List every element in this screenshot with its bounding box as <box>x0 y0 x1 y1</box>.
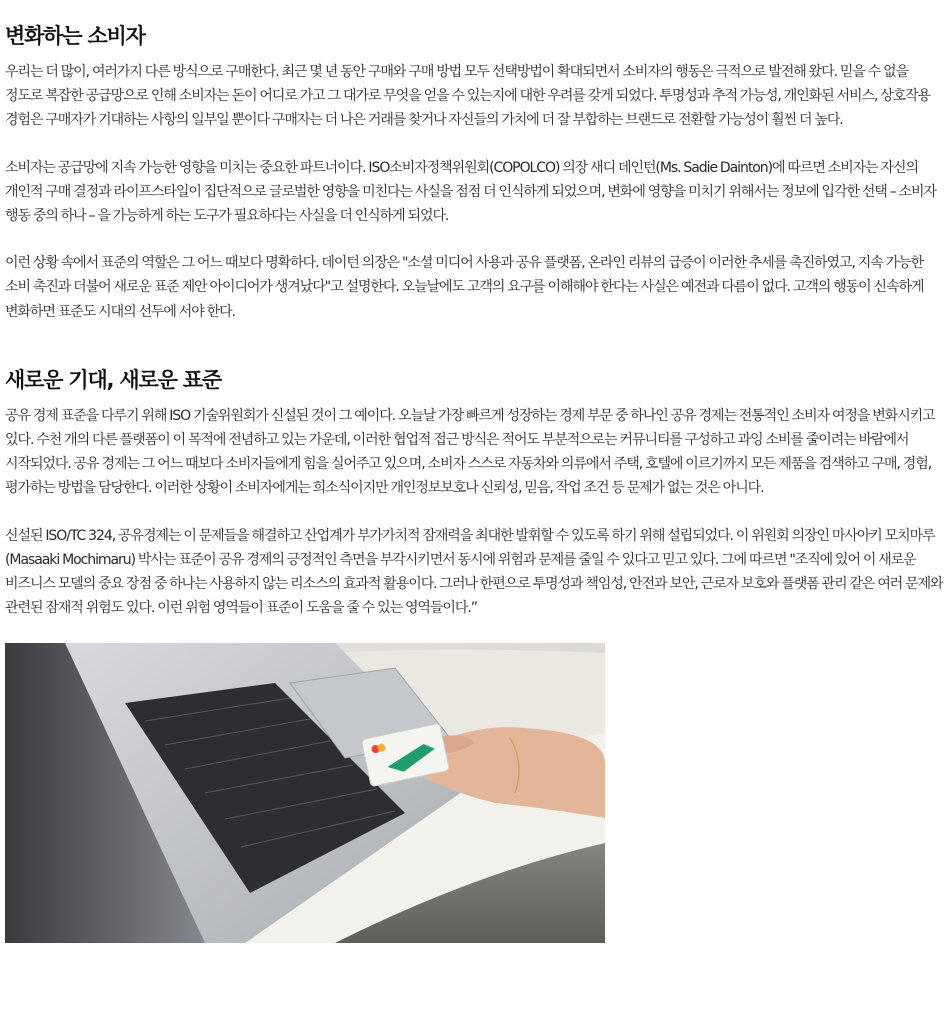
section-title-changing-consumer: 변화하는 소비자 <box>5 24 145 48</box>
paragraph: 이런 상황 속에서 표준의 역할은 그 어느 때보다 명확하다. 데이턴 의장은 "소셜 미디어 사용과 공유 플랫폼, 온라인 리뷰의 급증이 이러한 추세를 촉진하였고, 지속 가능한 소비 촉진과 더불어 새로운 표준 제안 아이디어가 생겨났다"고 설명한다. 오늘날에도 고객의 요구를 이해해야 한다는 사실은 예전과 다름이 없다. 고객의 행동이 신속하게 변화하면 표준도 시대의 선두에 서야 한다. <box>5 255 924 320</box>
photo-laptop-credit-card-icon <box>5 643 605 943</box>
paragraph: 우리는 더 많이, 여러가지 다른 방식으로 구매한다. 최근 몇 년 동안 구매와 구매 방법 모두 선택방법이 확대되면서 소비자의 행동은 극적으로 발전해 왔다. 믿을 수 없을 정도로 복잡한 공급망으로 인해 소비자는 돈이 어디로 가고 그 대가로 무엇을 얻을 수 있는지에 대한 우려를 갖게 되었다. 투명성과 추적 가능성, 개인화된 서비스, 상호작용 경험은 구매자가 기대하는 사항의 일부일 뿐이다 구매자는 더 나은 거래를 찾거나 자신들의 가치에 더 잘 부합하는 브랜드로 전환할 가능성이 훨씬 더 높다. <box>5 64 931 129</box>
paragraph: 공유 경제 표준을 다루기 위해 ISO 기술위원회가 신설된 것이 그 예이다. 오늘날 가장 빠르게 성장하는 경제 부문 중 하나인 공유 경제는 전통적인 소비자 여정을 변화시키고 있다. 수천 개의 다른 플랫폼이 이 목적에 전념하고 있는 가운데, 이러한 협업적 접근 방식은 적어도 부분적으로는 커뮤니티를 구성하고 과잉 소비를 줄이려는 바람에서 시작되었다. 공유 경제는 그 어느 때보다 소비자들에게 힘을 실어주고 있으며, 소비자 스스로 자동차와 의류에서 주택, 호텔에 이르기까지 모든 제품을 검색하고 구매, 경험, 평가하는 방법을 담당한다. 이러한 상황이 소비자에게는 희소식이지만 개인정보보호나 신뢰성, 믿음, 작업 조건 등 문제가 없는 것은 아니다. <box>5 407 935 497</box>
section-title-new-expectations: 새로운 기대, 새로운 표준 <box>5 367 221 392</box>
article-photo <box>5 643 605 943</box>
paragraph: 신설된 ISO/TC 324, 공유경제는 이 문제들을 해결하고 산업계가 부가가치적 잠재력을 최대한 발휘할 수 있도록 하기 위해 설립되었다. 이 위원회 의장인 마사아키 모치마루(Masaaki Mochimaru) 박사는 표준이 공유 경제의 긍정적인 측면을 부각시키면서 동시에 위험과 문제를 줄일 수 있다고 믿고 있다. 그에 따르면 "조직에 있어 이 새로운 비즈니스 모델의 중요 장점 중 하나는 사용하지 않는 리소스의 효과적 활용이다. 그러나 한편으로 투명성과 책임성, 안전과 보안, 근로자 보호와 플랫폼 관리 같은 여러 문제와 관련된 잠재적 위험도 있다. 이런 위험 영역들이 표준이 도움을 줄 수 있는 영역들이다.” <box>5 527 943 617</box>
paragraph: 소비자는 공급망에 지속 가능한 영향을 미치는 중요한 파트너이다. ISO소비자정책위원회(COPOLCO) 의장 새디 데인턴(Ms. Sadie Dainton)에 따르면 소비자는 자신의 개인적 구매 결정과 라이프스타일이 집단적으로 글로벌한 영향을 미친다는 사실을 점점 더 인식하게 되었으며, 변화에 영향을 미치기 위해서는 정보에 입각한 선택 – 소비자 행동 중의 하나 – 을 가능하게 하는 도구가 필요하다는 사실을 더 인식하게 되었다. <box>5 159 936 225</box>
